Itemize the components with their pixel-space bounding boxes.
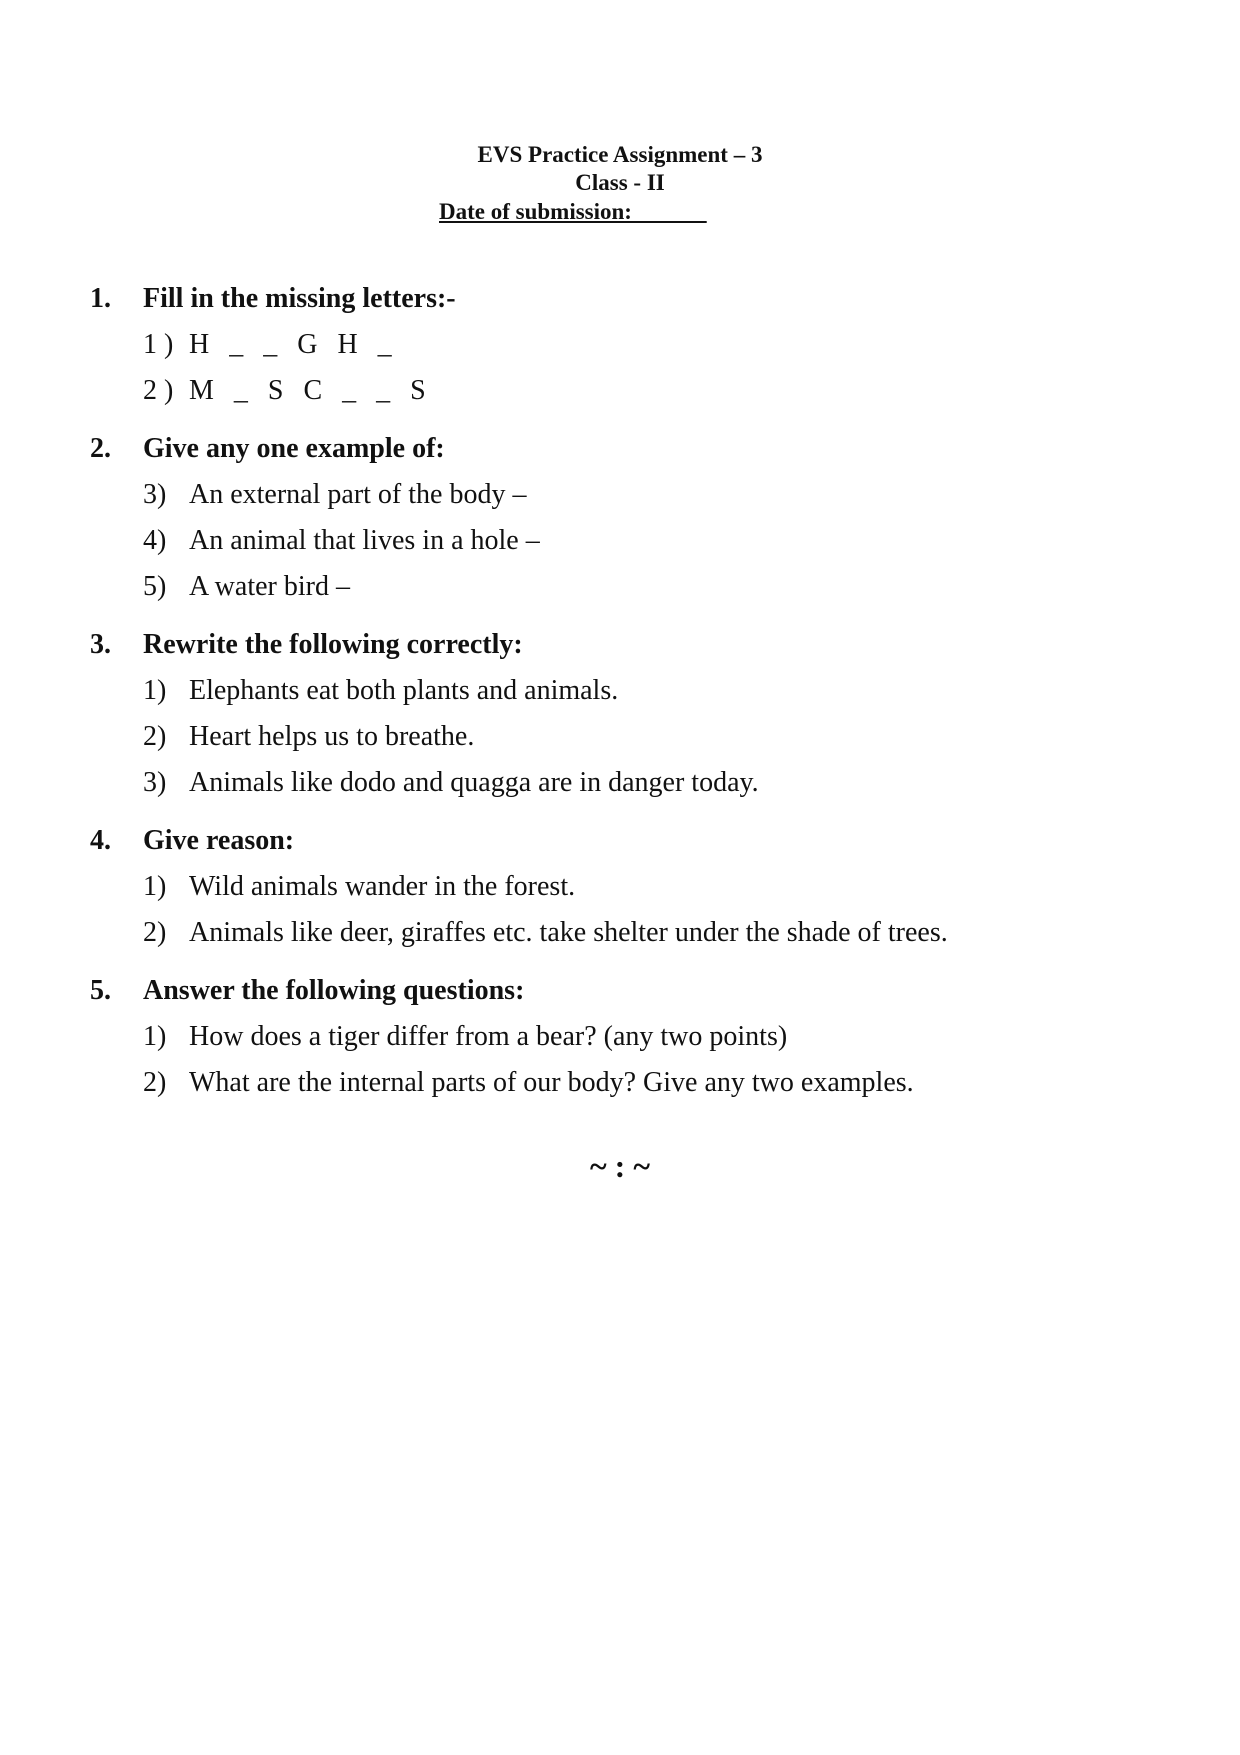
item-number: 1) xyxy=(143,1021,167,1052)
item-number: 5) xyxy=(143,571,167,602)
date-of-submission: Date of submission: xyxy=(439,199,707,224)
list-item xyxy=(143,564,540,610)
list-item xyxy=(143,1014,914,1060)
list-item xyxy=(143,1060,914,1106)
question-heading: Fill in the missing letters:- xyxy=(143,283,456,314)
item-text: Elephants eat both plants and animals. xyxy=(189,675,619,706)
item-text: H _ _ G H _ xyxy=(189,329,394,360)
item-number: 2) xyxy=(143,917,167,948)
end-mark: ~ : ~ xyxy=(590,1148,650,1184)
list-item xyxy=(143,910,948,956)
list-item xyxy=(143,864,948,910)
question-number: 4. xyxy=(90,825,111,856)
item-number: 3) xyxy=(143,479,167,510)
item-text: A water bird – xyxy=(189,571,350,602)
item-number: 2 ) xyxy=(143,375,174,406)
item-text: Wild animals wander in the forest. xyxy=(189,871,576,902)
item-number: 4) xyxy=(143,525,167,556)
question-heading: Give reason: xyxy=(143,825,295,856)
question-2 xyxy=(90,426,540,610)
item-text: What are the internal parts of our body? Give any two examples. xyxy=(189,1067,914,1098)
item-text: Animals like deer, giraffes etc. take shelter under the shade of trees. xyxy=(189,917,948,948)
item-text: Animals like dodo and quagga are in danger today. xyxy=(189,767,759,798)
class-label: Class - II xyxy=(575,170,665,195)
item-text: An animal that lives in a hole – xyxy=(189,525,540,556)
question-3 xyxy=(90,622,759,806)
item-number: 3) xyxy=(143,767,167,798)
item-number: 1 ) xyxy=(143,329,174,360)
list-item xyxy=(143,760,759,806)
question-number: 1. xyxy=(90,283,111,314)
assignment-title: EVS Practice Assignment – 3 xyxy=(477,142,763,167)
question-4 xyxy=(90,818,948,956)
question-number: 3. xyxy=(90,629,111,660)
question-5 xyxy=(90,968,914,1106)
question-1 xyxy=(90,276,456,414)
question-heading: Give any one example of: xyxy=(143,433,445,464)
list-item xyxy=(143,518,540,564)
list-item xyxy=(143,472,540,518)
item-number: 2) xyxy=(143,721,167,752)
item-text: Heart helps us to breathe. xyxy=(189,721,475,752)
list-item xyxy=(143,322,456,368)
list-item xyxy=(143,368,456,414)
item-text: M _ S C _ _ S xyxy=(189,375,428,406)
list-item xyxy=(143,714,759,760)
question-number: 2. xyxy=(90,433,111,464)
item-number: 1) xyxy=(143,675,167,706)
item-number: 2) xyxy=(143,1067,167,1098)
item-text: How does a tiger differ from a bear? (any two points) xyxy=(189,1021,788,1052)
question-heading: Answer the following questions: xyxy=(143,975,525,1006)
question-number: 5. xyxy=(90,975,111,1006)
item-number: 1) xyxy=(143,871,167,902)
question-heading: Rewrite the following correctly: xyxy=(143,629,523,660)
list-item xyxy=(143,668,759,714)
item-text: An external part of the body – xyxy=(189,479,527,510)
